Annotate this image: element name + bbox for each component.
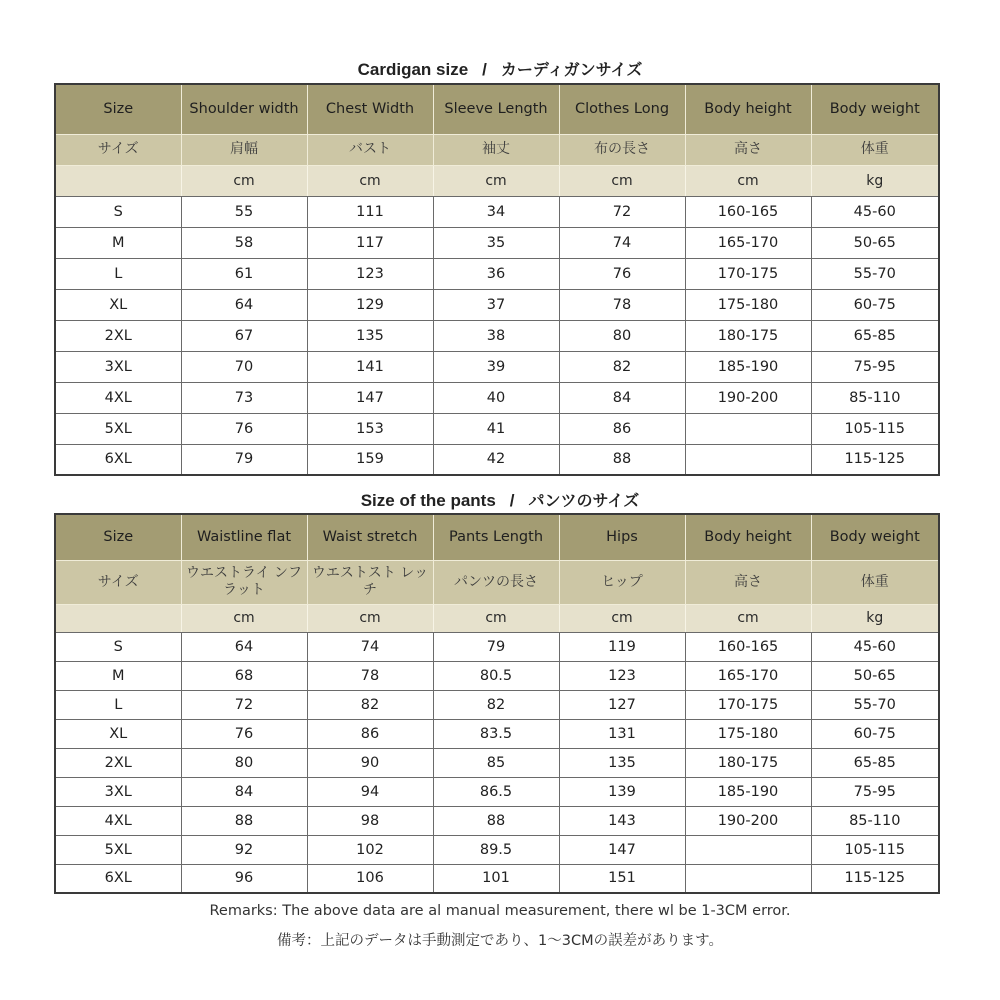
cardigan-data-cell: 123 [307,258,433,289]
pants-data-cell: 185-190 [685,777,811,806]
cardigan-data-cell: 105-115 [811,413,939,444]
pants-data-cell: 165-170 [685,661,811,690]
cardigan-header-en-cell: Chest Width [307,84,433,134]
pants-data-row [55,777,939,806]
pants-data-cell: 5XL [55,835,181,864]
cardigan-data-cell: 64 [181,289,307,320]
cardigan-data-cell: 147 [307,382,433,413]
cardigan-data-cell: 36 [433,258,559,289]
pants-header-jp-cell: 高さ [685,560,811,604]
cardigan-data-cell: 70 [181,351,307,382]
cardigan-data-cell [685,444,811,475]
cardigan-data-cell: 35 [433,227,559,258]
pants-data-cell: 135 [559,748,685,777]
cardigan-data-cell: 76 [559,258,685,289]
cardigan-header-jp-cell: サイズ [55,134,181,165]
cardigan-data-cell: 41 [433,413,559,444]
pants-title [0,488,1000,511]
cardigan-title-jp: カーディガンサイズ [500,60,643,79]
cardigan-unit-cell: cm [181,165,307,196]
pants-data-cell: 105-115 [811,835,939,864]
cardigan-data-cell: S [55,196,181,227]
cardigan-data-cell: 37 [433,289,559,320]
pants-header-en-cell: Waist stretch [307,514,433,560]
pants-data-cell: 151 [559,864,685,893]
cardigan-title-separator: / [482,60,487,79]
pants-data-cell: 84 [181,777,307,806]
pants-title-separator: / [509,491,515,510]
pants-header-en-row [55,514,939,560]
pants-data-cell: 78 [307,661,433,690]
pants-data-cell: 79 [433,632,559,661]
pants-data-cell: 96 [181,864,307,893]
pants-data-cell: XL [55,719,181,748]
cardigan-data-cell: 82 [559,351,685,382]
cardigan-header-jp-cell: 布の長さ [559,134,685,165]
cardigan-data-cell: 115-125 [811,444,939,475]
pants-header-jp-cell: ウエストライ ンフラット [181,560,307,604]
pants-data-cell: 160-165 [685,632,811,661]
cardigan-size-table [54,83,940,476]
cardigan-header-en-cell: Clothes Long [559,84,685,134]
cardigan-title [0,57,1000,80]
cardigan-data-cell: 5XL [55,413,181,444]
cardigan-data-row [55,413,939,444]
cardigan-data-cell: XL [55,289,181,320]
cardigan-data-cell: 6XL [55,444,181,475]
cardigan-data-cell: 55-70 [811,258,939,289]
pants-data-cell: 123 [559,661,685,690]
cardigan-header-jp-cell: 袖丈 [433,134,559,165]
remarks-en: Remarks: The above data are al manual measurement, there wl be 1-3CM error. [209,903,791,919]
pants-data-cell: 170-175 [685,690,811,719]
cardigan-data-row [55,382,939,413]
cardigan-unit-cell: cm [685,165,811,196]
pants-data-cell: 139 [559,777,685,806]
pants-data-cell: 55-70 [811,690,939,719]
pants-data-cell: 115-125 [811,864,939,893]
pants-unit-cell: cm [181,604,307,632]
pants-data-row [55,748,939,777]
pants-data-cell: 50-65 [811,661,939,690]
pants-data-cell: 72 [181,690,307,719]
pants-data-cell [685,835,811,864]
cardigan-header-jp-row [55,134,939,165]
cardigan-data-cell: 175-180 [685,289,811,320]
cardigan-data-row [55,258,939,289]
pants-data-cell: 147 [559,835,685,864]
cardigan-data-cell: 86 [559,413,685,444]
cardigan-data-cell: 2XL [55,320,181,351]
cardigan-data-row [55,196,939,227]
pants-size-table [54,513,940,894]
cardigan-data-cell: 170-175 [685,258,811,289]
cardigan-header-jp-cell: 体重 [811,134,939,165]
cardigan-data-cell: 58 [181,227,307,258]
pants-data-cell: 175-180 [685,719,811,748]
pants-data-cell: 143 [559,806,685,835]
pants-header-en-cell: Pants Length [433,514,559,560]
cardigan-data-cell: 4XL [55,382,181,413]
pants-data-cell: 88 [181,806,307,835]
pants-unit-cell [55,604,181,632]
cardigan-data-cell: 60-75 [811,289,939,320]
cardigan-data-cell: 72 [559,196,685,227]
cardigan-data-cell: 78 [559,289,685,320]
cardigan-data-cell: 45-60 [811,196,939,227]
pants-data-cell: 65-85 [811,748,939,777]
pants-header-en-cell: Hips [559,514,685,560]
pants-data-cell: M [55,661,181,690]
cardigan-unit-cell [55,165,181,196]
pants-data-cell: 2XL [55,748,181,777]
cardigan-data-cell: 42 [433,444,559,475]
cardigan-data-cell: 159 [307,444,433,475]
cardigan-header-jp-cell: 高さ [685,134,811,165]
cardigan-data-cell: 190-200 [685,382,811,413]
pants-header-jp-cell: パンツの長さ [433,560,559,604]
pants-data-row [55,864,939,893]
pants-data-row [55,719,939,748]
pants-data-cell: S [55,632,181,661]
cardigan-data-cell: 165-170 [685,227,811,258]
pants-data-cell: 74 [307,632,433,661]
pants-data-cell: 86.5 [433,777,559,806]
pants-data-cell: L [55,690,181,719]
cardigan-data-cell: 180-175 [685,320,811,351]
cardigan-unit-cell: cm [307,165,433,196]
cardigan-data-cell: 85-110 [811,382,939,413]
cardigan-title-en: Cardigan size [357,60,469,79]
cardigan-data-cell [685,413,811,444]
pants-data-row [55,632,939,661]
pants-header-jp-row [55,560,939,604]
cardigan-data-cell: 75-95 [811,351,939,382]
cardigan-data-cell: 50-65 [811,227,939,258]
cardigan-unit-cell: cm [433,165,559,196]
cardigan-data-cell: 88 [559,444,685,475]
cardigan-data-cell: 55 [181,196,307,227]
pants-unit-cell: cm [685,604,811,632]
pants-data-cell: 90 [307,748,433,777]
cardigan-header-jp-cell: 肩幅 [181,134,307,165]
cardigan-data-cell: 117 [307,227,433,258]
pants-data-cell: 190-200 [685,806,811,835]
cardigan-data-cell: 79 [181,444,307,475]
pants-data-cell: 4XL [55,806,181,835]
cardigan-data-cell: 160-165 [685,196,811,227]
pants-data-cell: 127 [559,690,685,719]
pants-header-en-cell: Body height [685,514,811,560]
cardigan-data-row [55,351,939,382]
pants-unit-cell: cm [307,604,433,632]
cardigan-data-cell: 74 [559,227,685,258]
pants-header-jp-cell: サイズ [55,560,181,604]
pants-header-jp-cell: ウエストスト レッチ [307,560,433,604]
cardigan-data-cell: 61 [181,258,307,289]
pants-data-cell: 89.5 [433,835,559,864]
pants-header-jp-cell: ヒップ [559,560,685,604]
cardigan-data-cell: 111 [307,196,433,227]
pants-data-cell: 6XL [55,864,181,893]
cardigan-unit-cell: kg [811,165,939,196]
cardigan-data-cell: 129 [307,289,433,320]
cardigan-unit-row [55,165,939,196]
cardigan-data-cell: 141 [307,351,433,382]
cardigan-data-row [55,227,939,258]
cardigan-data-cell: 67 [181,320,307,351]
pants-data-cell [685,864,811,893]
cardigan-unit-cell: cm [559,165,685,196]
pants-data-cell: 86 [307,719,433,748]
remarks-jp: 備考：上記のデータは手動測定であり、1～3CMの誤差があります。 [277,933,723,949]
cardigan-data-row [55,289,939,320]
cardigan-data-cell: 38 [433,320,559,351]
cardigan-data-cell: 153 [307,413,433,444]
cardigan-data-cell: L [55,258,181,289]
pants-data-cell: 85 [433,748,559,777]
pants-data-cell: 180-175 [685,748,811,777]
cardigan-data-cell: 80 [559,320,685,351]
cardigan-data-cell: 3XL [55,351,181,382]
pants-data-cell: 80 [181,748,307,777]
cardigan-data-cell: 40 [433,382,559,413]
cardigan-data-cell: 84 [559,382,685,413]
pants-data-cell: 75-95 [811,777,939,806]
cardigan-data-cell: M [55,227,181,258]
pants-data-cell: 80.5 [433,661,559,690]
cardigan-data-cell: 39 [433,351,559,382]
pants-header-jp-cell: 体重 [811,560,939,604]
pants-data-cell: 64 [181,632,307,661]
pants-data-cell: 94 [307,777,433,806]
cardigan-header-en-row [55,84,939,134]
pants-data-row [55,690,939,719]
pants-unit-cell: cm [559,604,685,632]
pants-data-cell: 82 [307,690,433,719]
pants-header-en-cell: Body weight [811,514,939,560]
pants-unit-cell: cm [433,604,559,632]
pants-data-row [55,835,939,864]
pants-data-cell: 88 [433,806,559,835]
pants-data-cell: 98 [307,806,433,835]
cardigan-data-cell: 34 [433,196,559,227]
pants-data-cell: 92 [181,835,307,864]
cardigan-data-cell: 65-85 [811,320,939,351]
cardigan-data-cell: 185-190 [685,351,811,382]
pants-data-row [55,661,939,690]
cardigan-data-row [55,444,939,475]
pants-data-cell: 106 [307,864,433,893]
pants-unit-cell: kg [811,604,939,632]
pants-unit-row [55,604,939,632]
pants-title-jp: パンツのサイズ [528,491,640,510]
cardigan-header-en-cell: Sleeve Length [433,84,559,134]
pants-header-en-cell: Waistline flat [181,514,307,560]
cardigan-header-en-cell: Body weight [811,84,939,134]
cardigan-data-cell: 73 [181,382,307,413]
cardigan-header-en-cell: Size [55,84,181,134]
pants-header-en-cell: Size [55,514,181,560]
cardigan-header-jp-cell: バスト [307,134,433,165]
pants-data-row [55,806,939,835]
pants-data-cell: 82 [433,690,559,719]
cardigan-data-cell: 135 [307,320,433,351]
pants-data-cell: 60-75 [811,719,939,748]
pants-data-cell: 45-60 [811,632,939,661]
pants-data-cell: 85-110 [811,806,939,835]
pants-data-cell: 131 [559,719,685,748]
cardigan-header-en-cell: Body height [685,84,811,134]
cardigan-data-row [55,320,939,351]
cardigan-header-en-cell: Shoulder width [181,84,307,134]
pants-data-cell: 101 [433,864,559,893]
cardigan-data-cell: 76 [181,413,307,444]
pants-data-cell: 83.5 [433,719,559,748]
pants-title-en: Size of the pants [360,491,496,510]
pants-data-cell: 3XL [55,777,181,806]
pants-data-cell: 76 [181,719,307,748]
pants-data-cell: 68 [181,661,307,690]
pants-data-cell: 102 [307,835,433,864]
pants-data-cell: 119 [559,632,685,661]
